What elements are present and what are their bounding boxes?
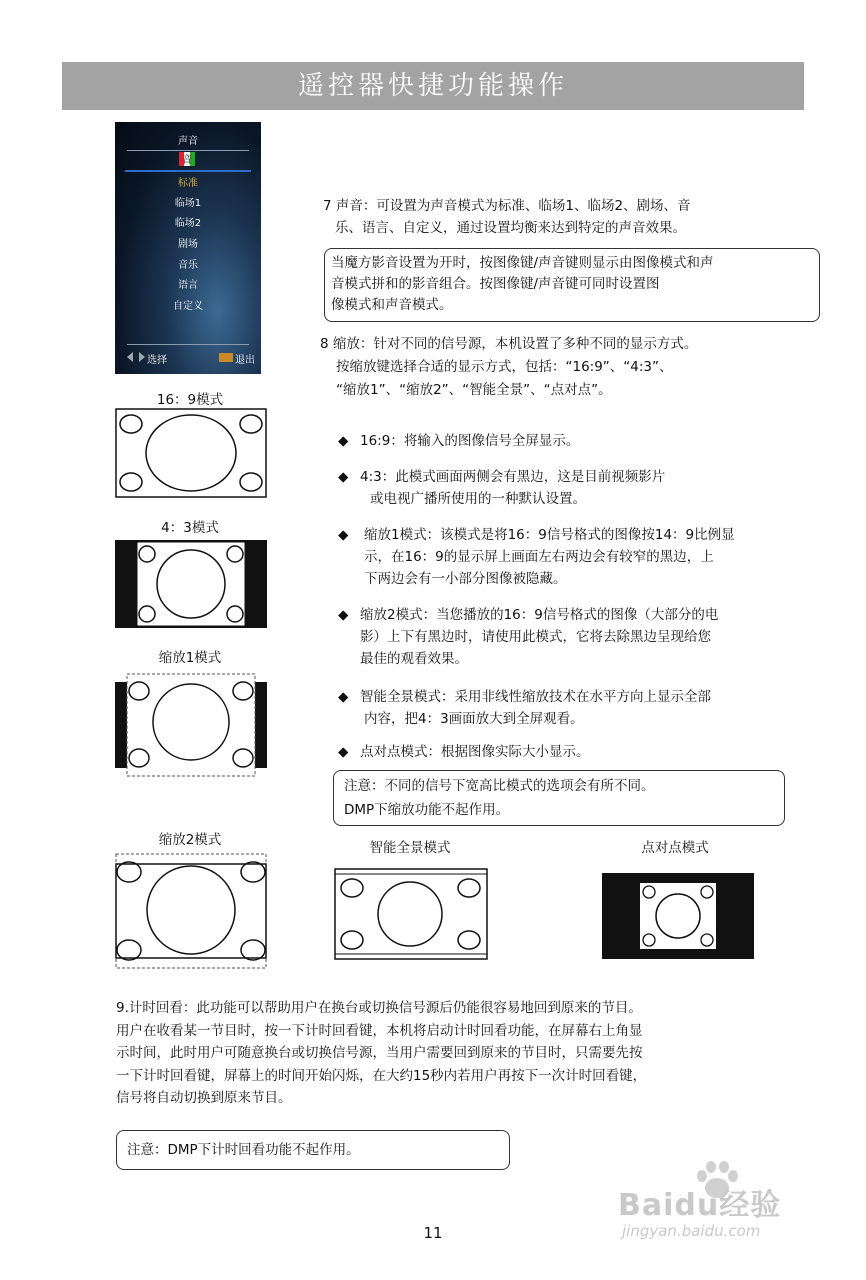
menu-divider — [127, 150, 249, 151]
diagram-43-mode — [115, 540, 267, 628]
svg-text:音: 音 — [182, 155, 192, 166]
page-title: 遥控器快捷功能操作 — [297, 71, 568, 101]
section-9-line-4: 一下计时回看键，屏幕上的时间开始闪烁，在大约15秒内若用户再按下一次计时回看键， — [116, 1067, 647, 1084]
bullet-line: 点对点模式：根据图像实际大小显示。 — [360, 744, 590, 760]
menu-item-speech[interactable]: 语言 — [178, 280, 198, 291]
watermark-url: jingyan.baidu.com — [622, 1222, 761, 1240]
page-header — [62, 62, 804, 110]
note-box-3 — [116, 1130, 510, 1170]
footer-select-label: 选择 — [147, 355, 167, 366]
section-8-line-1: 8 缩放：针对不同的信号源，本机设置了多种不同的显示方式。 — [320, 336, 698, 352]
menu-footer-divider — [127, 344, 249, 345]
menu-button-icon — [219, 353, 233, 362]
bullet-diamond-icon: ◆ — [338, 469, 349, 485]
bullet-smart — [338, 686, 808, 730]
menu-item-standard[interactable]: 标准 — [178, 178, 198, 189]
watermark — [612, 1160, 822, 1250]
bullet-diamond-icon: ◆ — [338, 689, 349, 705]
bullet-zoom2 — [338, 604, 808, 670]
bullet-line: 缩放1模式：该模式是将16：9信号格式的图像按14：9比例显 — [364, 527, 735, 543]
bullet-zoom1 — [338, 524, 808, 590]
page-number: 11 — [423, 1224, 443, 1242]
label-zoom1-mode: 缩放1模式 — [158, 650, 222, 666]
sound-icon — [179, 152, 195, 166]
bullet-diamond-icon: ◆ — [338, 744, 349, 760]
bullet-line: 下两边会有一小部分图像被隐藏。 — [364, 571, 567, 587]
menu-item-live2[interactable]: 临场2 — [174, 218, 202, 229]
diagram-smart-mode — [334, 868, 488, 960]
bullet-line: 示，在16：9的显示屏上画面左右两边会有较窄的黑边，上 — [364, 549, 714, 565]
bullet-line: 缩放2模式：当您播放的16：9信号格式的图像（大部分的电 — [360, 607, 719, 623]
section-8-line-3: “缩放1”、“缩放2”、“智能全景”、“点对点”。 — [336, 382, 612, 398]
note-2-line-1: 注意：不同的信号下宽高比模式的选项会有所不同。 — [344, 778, 655, 794]
menu-item-custom[interactable]: 自定义 — [173, 301, 203, 312]
section-7-line-1: 7 声音：可设置为声音模式为标准、临场1、临场2、剧场、音 — [323, 198, 691, 214]
bullet-diamond-icon: ◆ — [338, 527, 349, 543]
label-smart-mode: 智能全景模式 — [369, 840, 451, 856]
sound-menu-screenshot — [115, 122, 261, 374]
note-2-line-2: DMP下缩放功能不起作用。 — [344, 802, 510, 818]
bullet-line: 16:9：将输入的图像信号全屏显示。 — [360, 433, 580, 449]
bullet-diamond-icon: ◆ — [338, 433, 349, 449]
bullet-169 — [338, 430, 808, 452]
label-zoom2-mode: 缩放2模式 — [158, 832, 222, 848]
bullet-line: 智能全景模式：采用非线性缩放技术在水平方向上显示全部 — [360, 689, 711, 705]
note-1-line-2: 音模式拼和的影音组合。按图像键/声音键可同时设置图 — [331, 276, 660, 292]
diagram-zoom1-mode — [113, 672, 269, 778]
note-box-1 — [324, 248, 820, 322]
label-p2p-mode: 点对点模式 — [641, 840, 709, 856]
section-8-line-2: 按缩放键选择合适的显示方式，包括：“16:9”、“4:3”、 — [336, 359, 673, 375]
diagram-169-mode — [115, 408, 267, 498]
watermark-brand: Baidu经验 — [618, 1188, 782, 1223]
bullet-line: 内容，把4：3画面放大到全屏观看。 — [364, 711, 584, 727]
label-43-mode: 4：3模式 — [161, 520, 219, 536]
menu-item-theater[interactable]: 剧场 — [178, 239, 198, 250]
section-8 — [320, 333, 810, 402]
bullet-line: 4:3：此模式画面两侧会有黑边，这是目前视频影片 — [360, 469, 666, 485]
section-9 — [116, 997, 796, 1110]
bullet-line: 最佳的观看效果。 — [360, 651, 468, 667]
note-1-line-1: 当魔方影音设置为开时，按图像键/声音键则显示由图像模式和声 — [331, 255, 714, 271]
section-9-line-3: 示时间，此时用户可随意换台或切换信号源，当用户需要回到原来的节目时，只需要先按 — [116, 1045, 643, 1061]
diagram-zoom2-mode — [113, 852, 269, 970]
section-9-line-1: 9.计时回看：此功能可以帮助用户在换台或切换信号源后仍能很容易地回到原来的节目。 — [116, 1000, 642, 1016]
menu-title: 声音 — [178, 136, 198, 147]
bullet-line: 影）上下有黑边时，请使用此模式，它将去除黑边呈现给您 — [360, 629, 711, 645]
section-9-line-5: 信号将自动切换到原来节目。 — [116, 1090, 292, 1106]
bullet-line: 或电视广播所使用的一种默认设置。 — [370, 491, 586, 507]
note-box-2 — [333, 770, 785, 826]
nav-arrows-icon — [127, 352, 145, 362]
bullet-diamond-icon: ◆ — [338, 607, 349, 623]
section-7 — [323, 195, 793, 239]
footer-exit-label: 退出 — [235, 355, 255, 366]
diagram-p2p-mode — [602, 873, 754, 959]
bullet-p2p — [338, 741, 808, 763]
menu-item-live1[interactable]: 临场1 — [174, 198, 202, 209]
section-9-line-2: 用户在收看某一节目时，按一下计时回看键，本机将启动计时回看功能，在屏幕右上角显 — [116, 1022, 643, 1039]
note-3-text: 注意：DMP下计时回看功能不起作用。 — [127, 1142, 360, 1158]
menu-item-music[interactable]: 音乐 — [178, 260, 198, 271]
section-7-line-2: 乐、语言、自定义，通过设置均衡来达到特定的声音效果。 — [335, 220, 686, 236]
bullet-43 — [338, 466, 808, 510]
label-169-mode: 16：9模式 — [156, 392, 224, 408]
menu-selection-bar — [125, 170, 251, 172]
note-1-line-3: 像模式和声音模式。 — [331, 297, 453, 313]
